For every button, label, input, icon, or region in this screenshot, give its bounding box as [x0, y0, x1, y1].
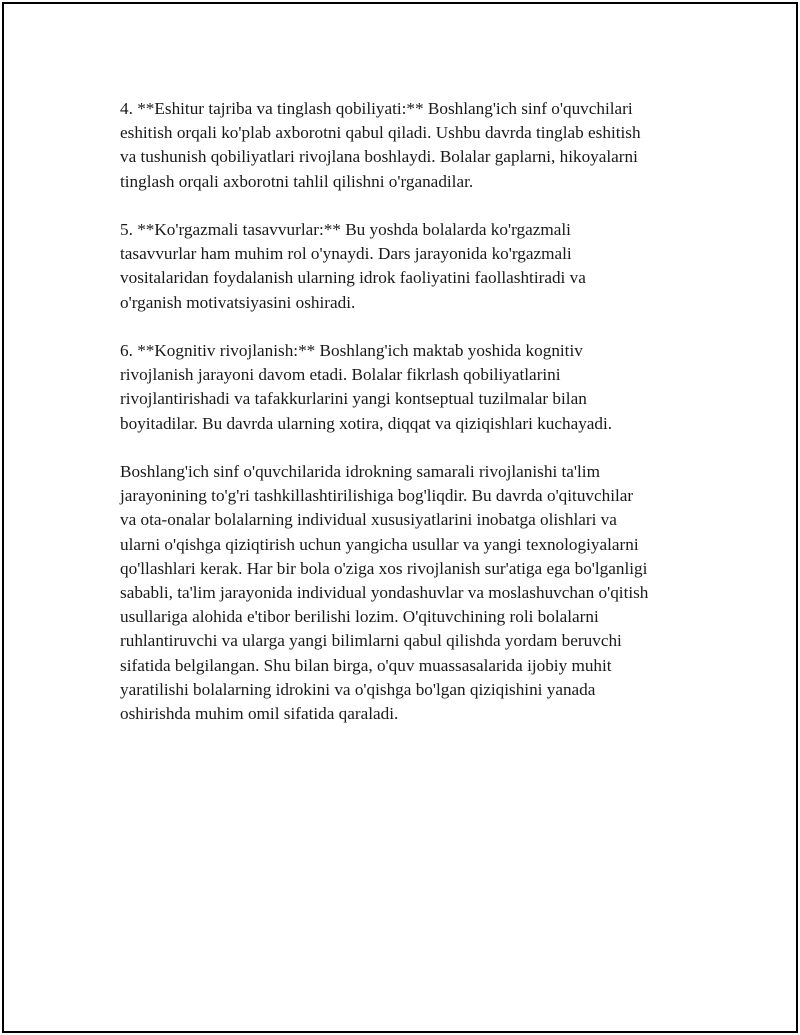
text-line: usullariga alohida e'tibor berilishi lozim. O'qituvchining roli bolalarni: [120, 607, 599, 627]
text-line: 6. **Kognitiv rivojlanish:** Boshlang'ich maktab yoshida kognitiv: [120, 341, 583, 360]
text-line: oshirishda muhim omil sifatida qaraladi.: [120, 704, 399, 724]
text-line: vositalaridan foydalanish ularning idrok faoliyatini faollashtiradi va: [120, 268, 586, 288]
text-line: tinglash orqali axborotni tahlil qilishni o'rganadilar.: [120, 171, 474, 191]
text-line: 5. **Ko'rgazmali tasavvurlar:** Bu yoshda bolalarda ko'rgazmali: [120, 220, 571, 239]
text-line: sifatida belgilangan. Shu bilan birga, o'quv muassasalarida ijobiy muhit: [120, 655, 612, 675]
paragraph-cognitive-development: [120, 339, 690, 436]
text-line: boyitadilar. Bu davrda ularning xotira, diqqat va qiziqishlari kuchayadi.: [120, 413, 613, 433]
text-line: ularni o'qishga qiziqtirish uchun yangicha usullar va yangi texnologiyalarni: [120, 534, 639, 554]
text-line: rivojlantirishadi va tafakkurlarini yangi kontseptual tuzilmalar bilan: [120, 389, 587, 409]
text-line: yaratilishi bolalarning idrokini va o'qishga bo'lgan qiziqishini yanada: [120, 679, 596, 699]
text-line: o'rganish motivatsiyasini oshiradi.: [120, 292, 356, 312]
text-line: Boshlang'ich sinf o'quvchilarida idrokning samarali rivojlanishi ta'lim: [120, 462, 600, 481]
paragraph-conclusion: [120, 460, 690, 726]
document-body: [120, 97, 690, 750]
text-line: 4. **Eshitur tajriba va tinglash qobiliyati:** Boshlang'ich sinf o'quvchilari: [120, 99, 633, 118]
text-line: jarayonining to'g'ri tashkillashtirilishiga bog'liqdir. Bu davrda o'qituvchilar: [120, 486, 634, 506]
text-line: ruhlantiruvchi va ularga yangi bilimlarni qabul qilishda yordam beruvchi: [120, 631, 622, 651]
text-line: eshitish orqali ko'plab axborotni qabul qiladi. Ushbu davrda tinglab eshitish: [120, 123, 641, 143]
text-line: sababli, ta'lim jarayonida individual yondashuvlar va moslashuvchan o'qitish: [120, 583, 649, 603]
text-line: va tushunish qobiliyatlari rivojlana boshlaydi. Bolalar gaplarni, hikoyalarni: [120, 147, 638, 167]
document-page: [2, 2, 798, 1033]
text-line: qo'llashlari kerak. Har bir bola o'ziga xos rivojlanish sur'atiga ega bo'lganligi: [120, 558, 648, 578]
text-line: va ota-onalar bolalarning individual xususiyatlarini inobatga olishlari va: [120, 510, 617, 530]
paragraph-listening-skills: [120, 97, 690, 194]
text-line: rivojlanish jarayoni davom etadi. Bolalar fikrlash qobiliyatlarini: [120, 365, 561, 385]
text-line: tasavvurlar ham muhim rol o'ynaydi. Dars jarayonida ko'rgazmali: [120, 244, 572, 264]
paragraph-visual-perception: [120, 218, 690, 315]
